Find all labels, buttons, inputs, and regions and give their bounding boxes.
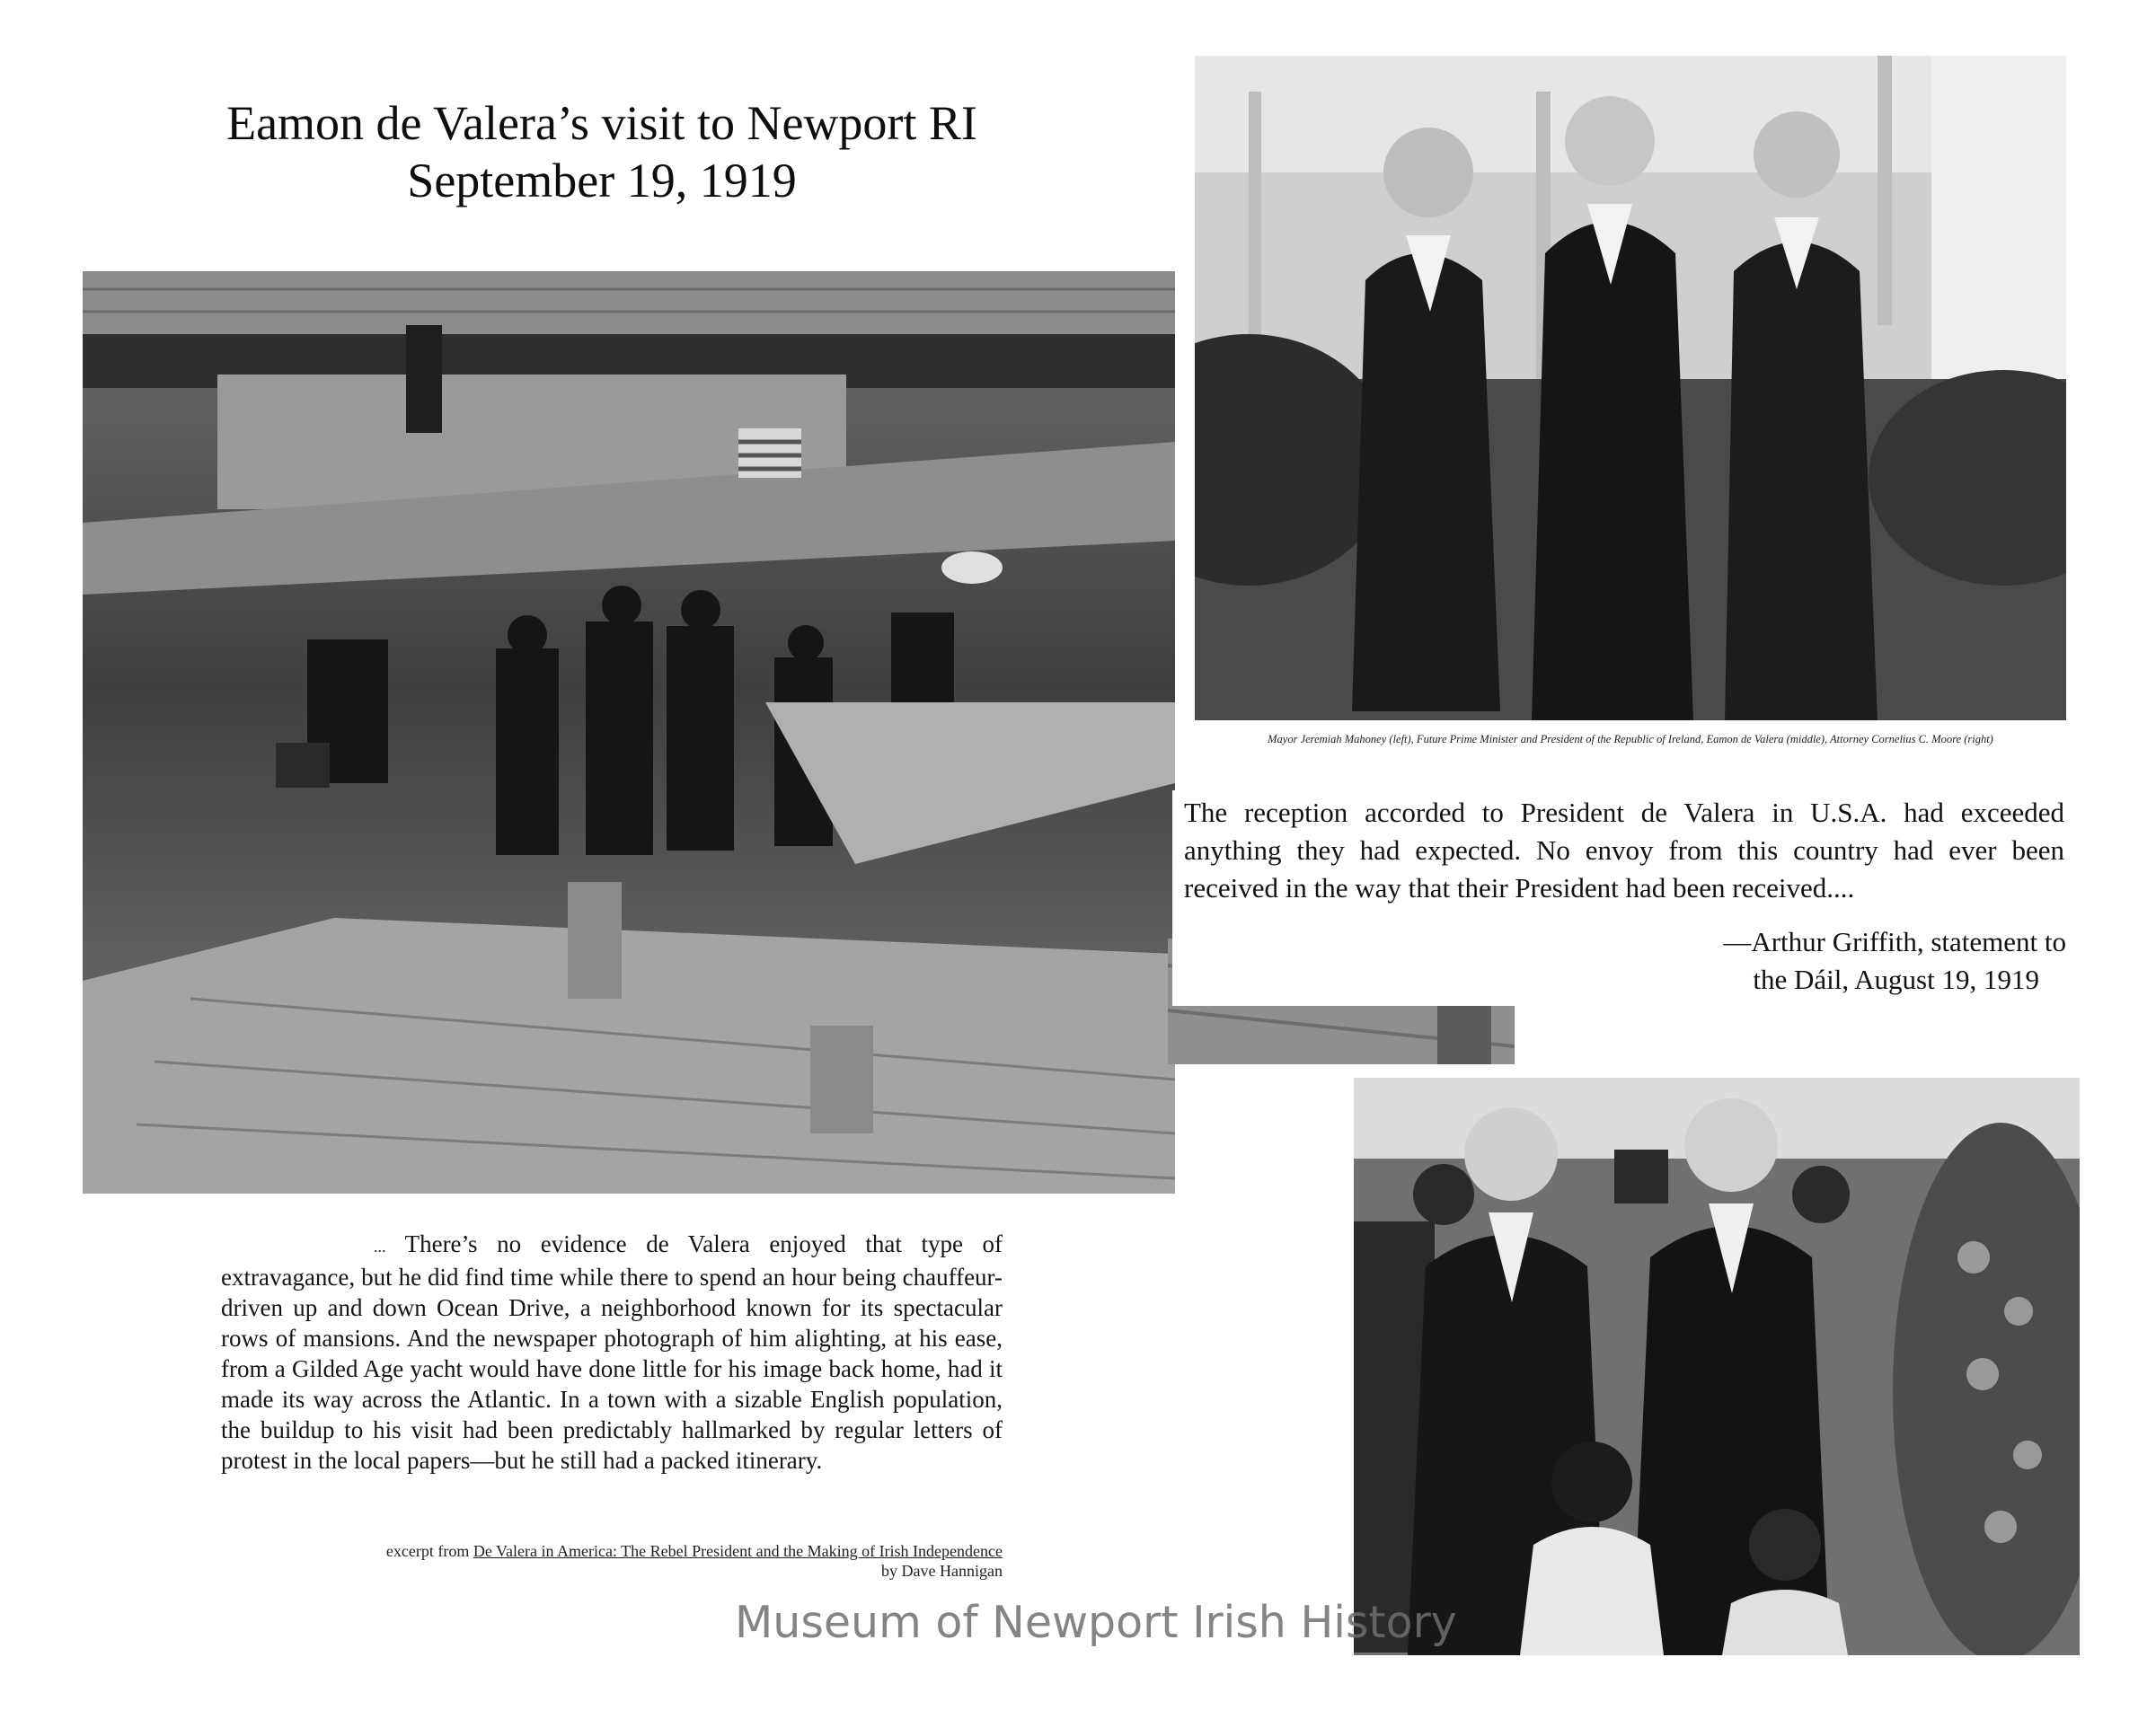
trio-photo-caption: Mayor Jeremiah Mahoney (left), Future Prime Minister and President of the Republic of Ireland, Eamon de Valera (middle), Attorney Cornelius C. Moore (right) (1268, 733, 1993, 745)
excerpt-ellipsis: ... (374, 1238, 386, 1256)
three-men-portrait-photo (1195, 56, 2066, 720)
citation-prefix: excerpt from (385, 1542, 470, 1560)
page-title (126, 94, 1078, 209)
title-line-2: September 19, 1919 (407, 154, 797, 207)
yacht-landing-photo (83, 271, 1175, 1194)
excerpt-text: There’s no evidence de Valera enjoyed that type of extravagance, but he did find time while there to spend an hour being chauffeur-driven up and down Ocean Drive, a neighborhood known for its spectacular rows of mansions. And the newspaper photograph of him alighting, at his ease, from a Gilded Age yacht would have done little for his image back home, had it made its way across the Atlantic. In a town with a sizable English population, the buildup to his visit had been predictably hallmarked by regular letters of protest in the local papers—but he still had a packed itinerary. (221, 1230, 1003, 1474)
museum-watermark: Museum of Newport Irish History (735, 1597, 1457, 1648)
quote-attribution-line-2: the Dáil, August 19, 1919 (1753, 964, 2039, 995)
citation-author: by Dave Hannigan (881, 1562, 1003, 1580)
title-line-1: Eamon de Valera’s visit to Newport RI (226, 96, 977, 150)
group-with-children-photo (1354, 1078, 2080, 1655)
book-excerpt (221, 1229, 1003, 1476)
quote-attribution (1527, 923, 2066, 999)
griffith-quote-text: The reception accorded to President de Valera in U.S.A. had exceeded anything they had expected. No envoy from this country had ever been received in the way that their President had been received.... (1184, 797, 2064, 904)
citation-book-title: De Valera in America: The Rebel President and the Making of Irish Independence (473, 1542, 1003, 1560)
excerpt-citation (221, 1541, 1003, 1581)
quote-attribution-line-1: —Arthur Griffith, statement to (1723, 926, 2066, 957)
